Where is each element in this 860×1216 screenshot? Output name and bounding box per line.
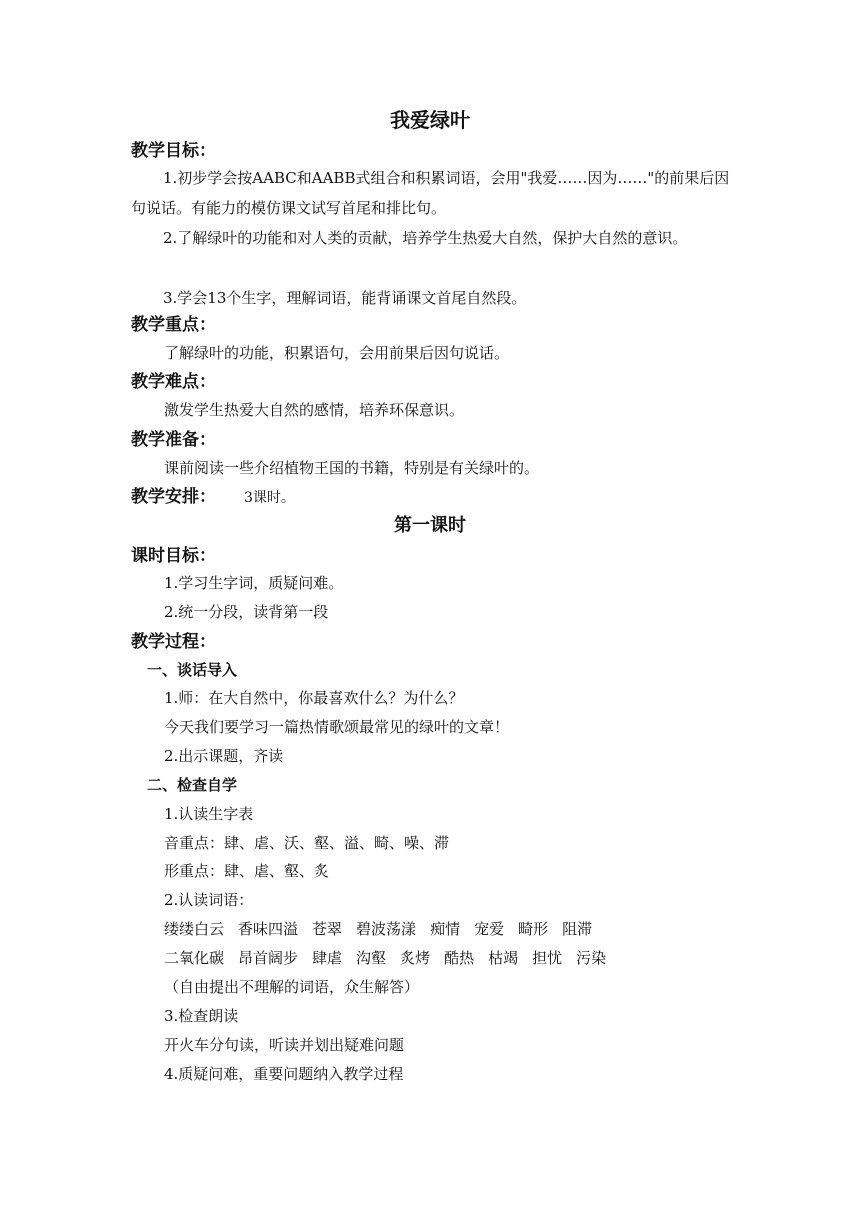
word: 酷热: [444, 949, 475, 967]
word: 苍翠: [312, 920, 343, 938]
preparation-heading: 教学准备：: [131, 430, 216, 450]
word: 二氧化碳: [164, 949, 225, 967]
lesson1-goal-2: 2.统一分段，读背第一段: [164, 603, 329, 621]
goals-heading: 教学目标：: [131, 141, 216, 161]
reading-method: 开火车分句读，听读并划出疑难问题: [164, 1036, 405, 1054]
word: 碧波荡漾: [356, 920, 417, 938]
difficulties-text: 激发学生热爱大自然的感情，培养环保意识。: [164, 401, 465, 419]
lesson1-goal-1: 1.学习生字词，质疑问难。: [164, 574, 344, 592]
part1-line-3: 2.出示课题，齐读: [164, 747, 284, 765]
word: 担忧: [532, 949, 563, 967]
shape-focus: 形重点：肆、虐、壑、炙: [164, 862, 330, 880]
sound-focus: 音重点：肆、虐、沃、壑、溢、畸、噪、滞: [164, 834, 450, 852]
words-note: （自由提出不理解的词语，众生解答）: [164, 978, 420, 996]
goal-item-1: 1.初步学会按AABC和AABB式组合和积累词语，会用"我爱……因为……"的前果后因句说话。有能力的模仿课文试写首尾和排比句。: [131, 169, 730, 217]
word: 香味四溢: [238, 920, 299, 938]
schedule-heading: 教学安排：: [131, 487, 216, 507]
preparation-text: 课前阅读一些介绍植物王国的书籍，特别是有关绿叶的。: [164, 459, 540, 477]
part1-line-2: 今天我们要学习一篇热情歌颂最常见的绿叶的文章！: [164, 718, 510, 736]
word: 昂首阔步: [238, 949, 299, 967]
lesson1-title: 第一课时: [394, 515, 466, 536]
word: 肆虐: [312, 949, 343, 967]
key-points-text: 了解绿叶的功能，积累语句，会用前果后因句说话。: [164, 344, 510, 362]
key-points-heading: 教学重点：: [131, 315, 216, 335]
schedule-text: 3课时。: [244, 490, 295, 506]
word: 畸形: [518, 920, 549, 938]
process-heading: 教学过程：: [131, 632, 216, 652]
part2-heading: 二、检查自学: [147, 776, 238, 794]
schedule-row: [131, 485, 295, 510]
words-row-1: [164, 918, 606, 940]
part2-item-3: 3.检查朗读: [164, 1007, 239, 1025]
part1-heading: 一、谈话导入: [147, 661, 238, 679]
words-row-2: [164, 947, 620, 969]
word: 痴情: [430, 920, 461, 938]
part1-line-1: 1.师：在大自然中，你最喜欢什么？为什么？: [164, 689, 464, 707]
goal-item-3: 3.学会13个生字，理解词语，能背诵课文首尾自然段。: [163, 289, 527, 307]
word: 缕缕白云: [164, 920, 225, 938]
goal-item-2: 2.了解绿叶的功能和对人类的贡献，培养学生热爱大自然，保护大自然的意识。: [163, 229, 688, 247]
part2-item-4: 4.质疑问难，重要问题纳入教学过程: [164, 1065, 404, 1083]
word: 沟壑: [356, 949, 387, 967]
word: 阻滞: [562, 920, 593, 938]
word: 污染: [576, 949, 607, 967]
word: 枯竭: [488, 949, 519, 967]
difficulties-heading: 教学难点：: [131, 372, 216, 392]
document-title: 我爱绿叶: [390, 108, 470, 132]
lesson1-goals-heading: 课时目标：: [131, 546, 216, 566]
word: 宠爱: [474, 920, 505, 938]
part2-item-1: 1.认读生字表: [164, 805, 254, 823]
word: 炙烤: [400, 949, 431, 967]
part2-item-2: 2.认读词语：: [164, 891, 254, 909]
